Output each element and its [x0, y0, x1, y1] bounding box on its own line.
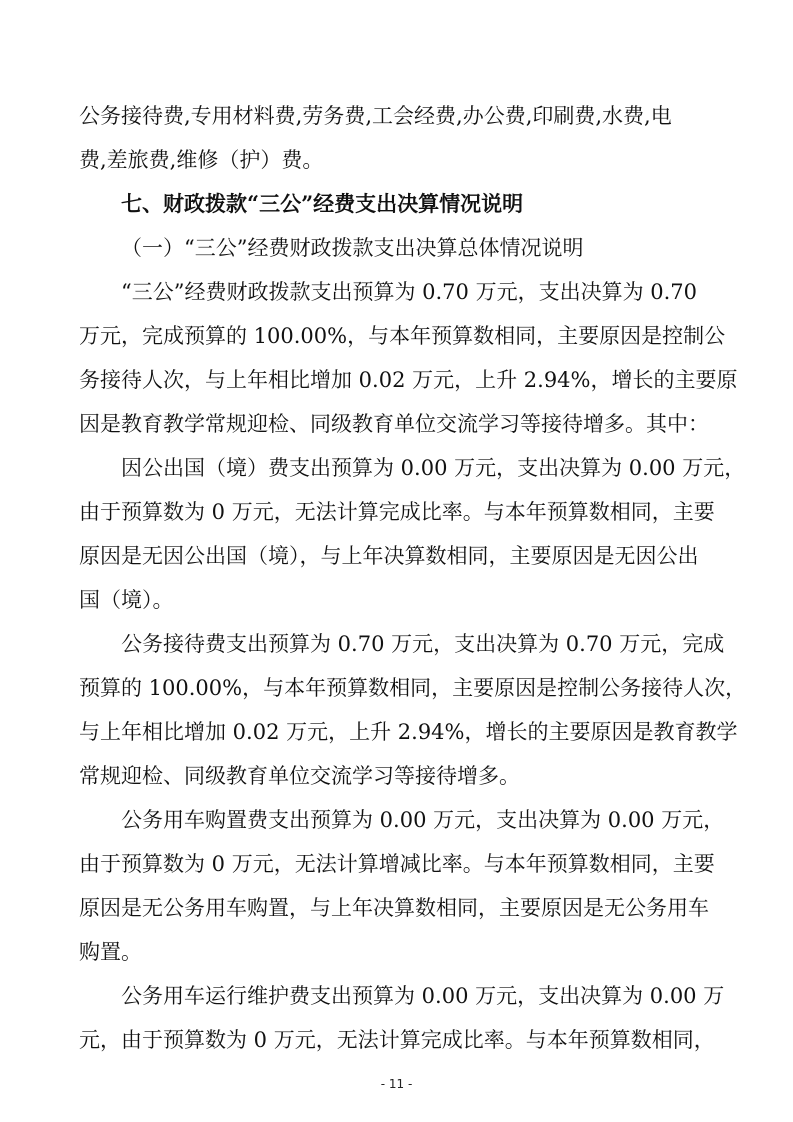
paragraph-line: 费,差旅费,维修（护）费。 — [79, 148, 324, 172]
paragraph-line: 与上年相比增加 0.02 万元，上升 2.94%，增长的主要原因是教育教学 — [79, 720, 738, 744]
paragraph-line: “三公”经费财政拨款支出预算为 0.70 万元，支出决算为 0.70 — [121, 280, 698, 304]
paragraph-line: 原因是无公务用车购置，与上年决算数相同，主要原因是无公务用车 — [79, 896, 709, 920]
paragraph-line: 常规迎检、同级教育单位交流学习等接待增多。 — [79, 764, 520, 788]
page-number: - 11 - — [380, 1077, 413, 1091]
paragraph-line: 万元，完成预算的 100.00%，与本年预算数相同，主要原因是控制公 — [79, 324, 726, 348]
paragraph-line: 公务用车运行维护费支出预算为 0.00 万元，支出决算为 0.00 万 — [121, 984, 725, 1008]
paragraph-line: 预算的 100.00%，与本年预算数相同，主要原因是控制公务接待人次， — [79, 676, 747, 700]
paragraph-line: 由于预算数为 0 万元，无法计算完成比率。与本年预算数相同，主要 — [79, 500, 715, 524]
paragraph-line: 元，由于预算数为 0 万元，无法计算完成比率。与本年预算数相同， — [79, 1028, 715, 1052]
paragraph-line: 公务用车购置费支出预算为 0.00 万元，支出决算为 0.00 万元， — [121, 808, 725, 832]
paragraph-line: 公务接待费,专用材料费,劳务费,工会经费,办公费,印刷费,水费,电 — [79, 104, 672, 128]
paragraph-line: 购置。 — [79, 940, 142, 964]
paragraph-line: 国（境）。 — [79, 588, 174, 612]
paragraph-line: 因是教育教学常规迎检、同级教育单位交流学习等接待增多。其中： — [79, 412, 709, 436]
paragraph-line: 务接待人次，与上年相比增加 0.02 万元，上升 2.94%，增长的主要原 — [79, 368, 738, 392]
paragraph-line: 公务接待费支出预算为 0.70 万元，支出决算为 0.70 万元，完成 — [121, 632, 725, 656]
paragraph-line: 因公出国（境）费支出预算为 0.00 万元，支出决算为 0.00 万元， — [121, 456, 746, 480]
subsection-heading: （一）“三公”经费财政拨款支出决算总体情况说明 — [121, 236, 584, 260]
paragraph-line: 由于预算数为 0 万元，无法计算增减比率。与本年预算数相同，主要 — [79, 852, 715, 876]
section-heading: 七、财政拨款“三公”经费支出决算情况说明 — [121, 191, 524, 216]
paragraph-line: 原因是无因公出国（境），与上年决算数相同，主要原因是无因公出 — [79, 544, 699, 568]
